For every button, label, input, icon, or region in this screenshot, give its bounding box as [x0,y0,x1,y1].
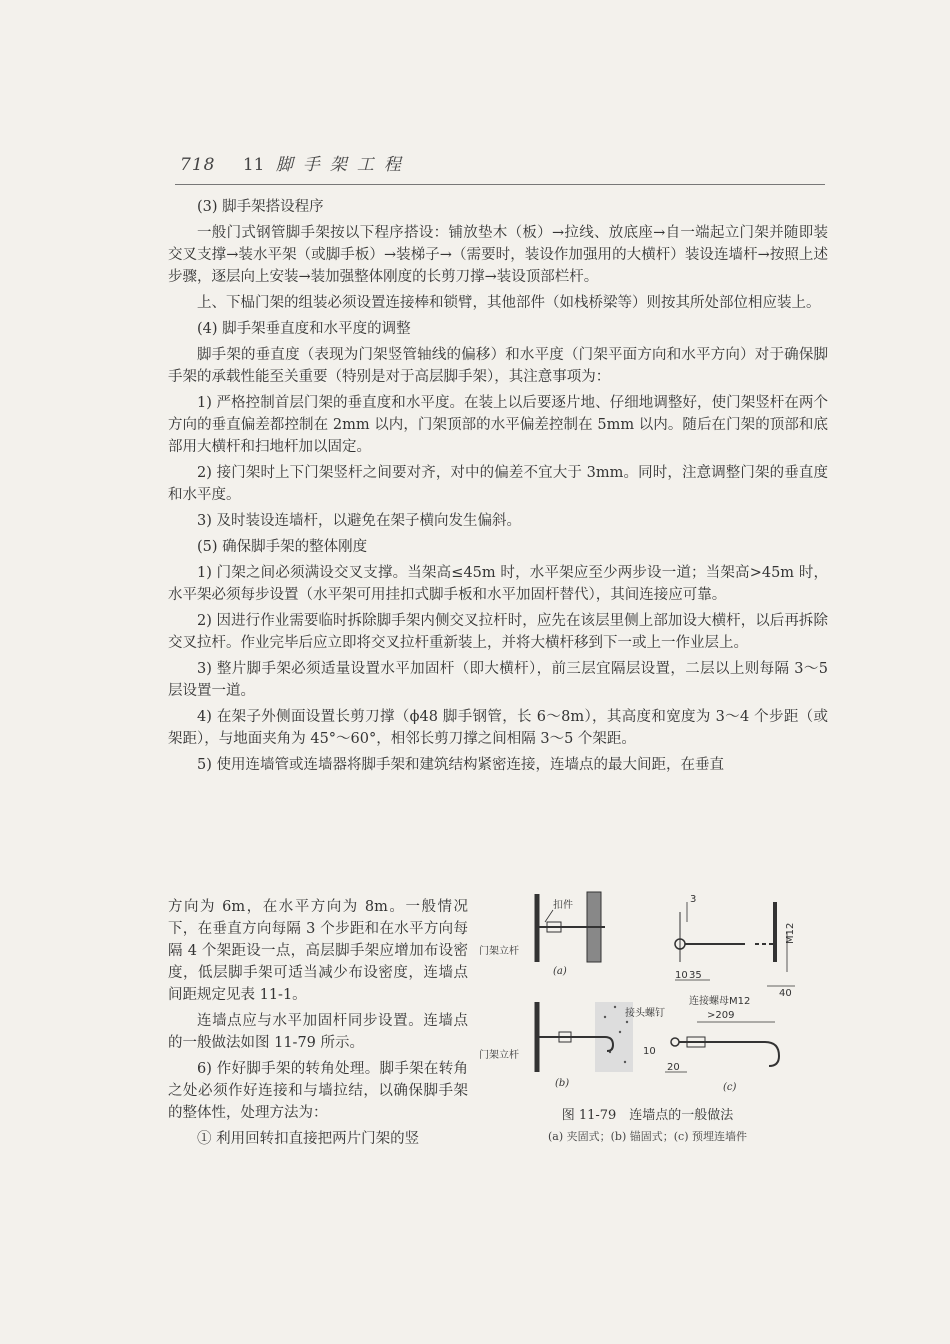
paragraph: 一般门式钢管脚手架按以下程序搭设：铺放垫木（板）→拉线、放底座→自一端起立门架并随即装交叉支撑→装水平架（或脚手板）→装梯子→（需要时，装设作加强用的大横杆）装设连墙杆→按照上述步骤，逐层向上安装→装加强整体刚度的长剪刀撑→装设顶部栏杆。 [168,225,828,285]
door-frame-label-b: 门架立杆 [479,1050,519,1061]
dim-3: 3 [690,894,697,905]
detail-b [479,1002,633,1089]
paragraph: 1) 严格控制首层门架的垂直度和水平度。在装上以后要逐片地、仔细地调整好，使门架竖杆在两个方向的垂直偏差都控制在 2mm 以内，门架顶部的水平偏差控制在 5mm 以内。随后在门架的顶部和底部用大横杆和扫地杆加以固定。 [168,395,828,455]
side-text [168,896,468,1150]
nut-label: 连接螺母M12 [689,996,751,1007]
paragraph: 上、下榀门架的组装必须设置连接棒和锁臂，其他部件（如栈桥梁等）则按其所处部位相应装上。 [197,295,821,311]
m12-label: M12 [785,922,796,944]
dim-40: 40 [779,988,792,999]
paragraph: ① 利用回转扣直接把两片门架的竖 [197,1131,420,1147]
label-b: (b) [555,1078,570,1089]
label-a: (a) [553,966,567,977]
gt209-label: >209 [707,1010,735,1021]
paragraph: 脚手架的垂直度（表现为门架竖管轴线的偏移）和水平度（门架平面方向和水平方向）对于确保脚手架的承载性能至关重要（特别是对于高层脚手架），其注意事项为： [168,347,828,385]
paragraph: 2) 接门架时上下门架竖杆之间要对齐，对中的偏差不宜大于 3mm。同时，注意调整门架的垂直度和水平度。 [168,465,828,503]
figure-subcaption: (a) 夹固式；(b) 锚固式；(c) 预埋连墙件 [548,1130,747,1143]
detail-a [479,892,605,977]
figure-11-79 [475,882,835,1144]
door-frame-label-a: 门架立杆 [479,946,519,957]
figure-caption: 图 11-79 连墙点的一般做法 [561,1108,734,1123]
paragraph: 5) 使用连墙管或连墙器将脚手架和建筑结构紧密连接，连墙点的最大间距，在垂直 [197,757,724,773]
wall-tie-diagram [475,882,835,1104]
paragraph: 3) 及时装设连墙杆，以避免在架子横向发生偏斜。 [197,513,521,529]
dim-35: 35 [689,970,702,981]
header-rule [175,184,825,185]
running-header [180,150,411,175]
paragraph: 4) 在架子外侧面设置长剪刀撑（ϕ48 脚手钢管，长 6～8m），其高度和宽度为 3～4 个步距（或架距），与地面夹角为 45°～60°，相邻长剪刀撑之间相隔 3～5 个架距。 [168,709,828,747]
paragraph: (3) 脚手架搭设程序 [197,199,324,215]
paragraph: (4) 脚手架垂直度和水平度的调整 [197,321,411,337]
dim-10b: 10 [643,1046,656,1057]
paragraph: 连墙点应与水平加固杆同步设置。连墙点的一般做法如图 11-79 所示。 [168,1013,468,1051]
hook-end [765,1042,779,1066]
paragraph: 1) 门架之间必须满设交叉支撑。当架高≤45m 时，水平架应至少两步设一道；当架高>45m 时，水平架必须每步设置（水平架可用挂扣式脚手板和水平加固杆替代），其间连接应可靠。 [168,565,828,603]
joint-screw-label: 接头螺钉 [625,1008,665,1019]
detail-c [625,894,796,1093]
main-text [168,196,828,776]
paragraph: 2) 因进行作业需要临时拆除脚手架内侧交叉拉杆时，应先在该层里侧上部加设大横杆，以后再拆除交叉拉杆。作业完毕后应立即将交叉拉杆重新装上，并将大横杆移到下一或上一作业层上。 [168,613,828,651]
chapter-title: 脚手架工程 [275,155,411,175]
paragraph: 6) 作好脚手架的转角处理。脚手架在转角之处必须作好连接和与墙拉结，以确保脚手架的整体性，处理方法为： [168,1061,468,1121]
page-number: 718 [180,155,216,175]
chapter-number: 11 [242,155,265,175]
paragraph: 方向为 6m，在水平方向为 8m。一般情况下，在垂直方向每隔 3 个步距和在水平方向每隔 4 个架距设一点，高层脚手架应增加布设密度，低层脚手架可适当减少布设密度，连墙点间距规定见表 11-1。 [168,899,468,1003]
dim-10a: 10 [675,970,688,981]
paragraph: (5) 确保脚手架的整体刚度 [197,539,368,555]
clamp-label: 扣件 [553,900,573,911]
dim-20: 20 [667,1062,680,1073]
paragraph: 3) 整片脚手架必须适量设置水平加固杆（即大横杆），前三层宜隔层设置，二层以上则每隔 3～5 层设置一道。 [168,661,828,699]
label-c: (c) [723,1082,737,1093]
